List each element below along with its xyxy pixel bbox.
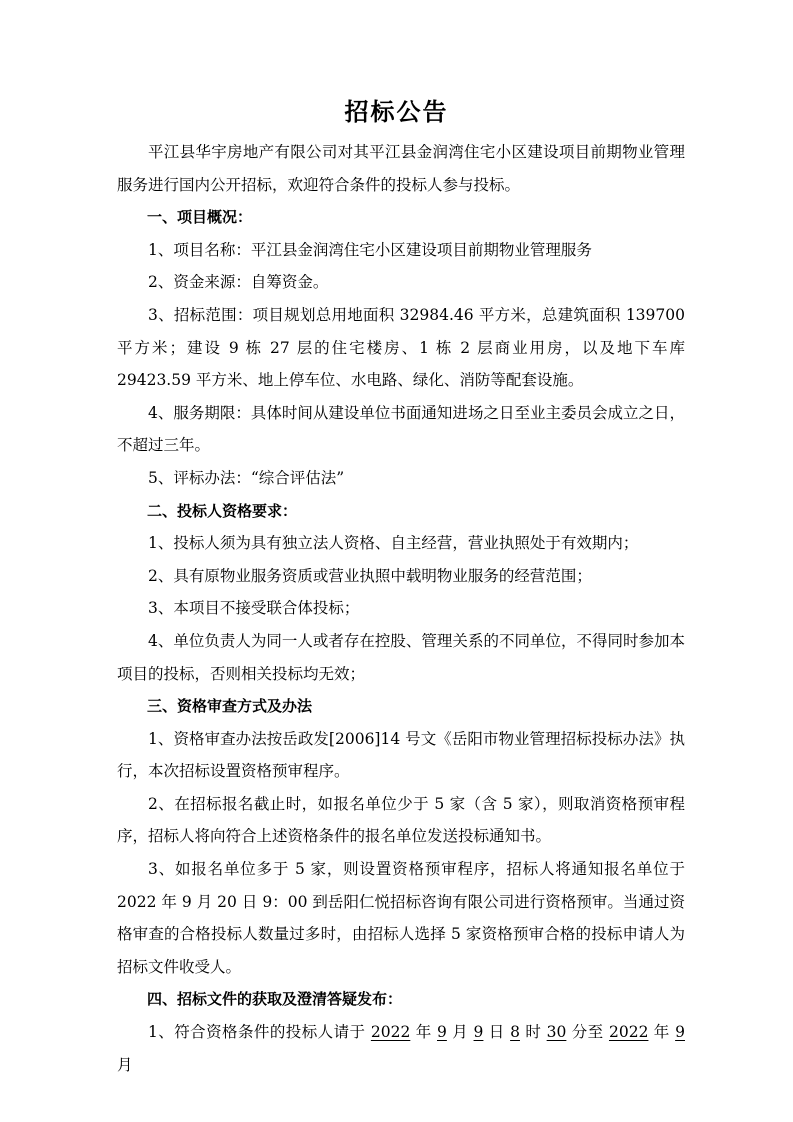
review-item-3: 3、如报名单位多于 5 家，则设置资格预审程序，招标人将通知报名单位于 2022 年 9 月 20 日 9：00 到岳阳仁悦招标咨询有限公司进行资格预审。当通过资格审查的合格投标人数量过多时，由招标人选择 5 家资格预审合格的投标申请人为招标文件收受人。	[117, 860, 685, 976]
start-minute: 30	[546, 1023, 567, 1042]
item-prefix: 1、符合资格条件的投标人请于	[148, 1023, 371, 1042]
bid-scope-item: 3、招标范围：项目规划总用地面积 32984.46 平方米，总建筑面积 139700 平方米；建设 9 栋 27 层的住宅楼房、1 栋 2 层商业用房，以及地下车库 29423.59 平方米、地上停车位、水电路、绿化、消防等配套设施。	[117, 305, 685, 390]
qualification-item-1: 1、投标人须为具有独立法人资格、自主经营，营业执照处于有效期内；	[148, 534, 639, 553]
review-item-2: 2、在招标报名截止时，如报名单位少于 5 家（含 5 家），则取消资格预审程序，招标人将向符合上述资格条件的报名单位发送投标通知书。	[117, 794, 685, 846]
section-heading-project-overview: 一、项目概况：	[147, 208, 253, 227]
review-item-1: 1、资格审查办法按岳政发[2006]14 号文《岳阳市物业管理招标投标办法》执行，本次招标设置资格预审程序。	[117, 729, 685, 781]
month-unit-2: 月	[117, 1055, 133, 1074]
bid-documents-item-1	[117, 1016, 685, 1081]
year-unit-2: 年	[648, 1023, 676, 1042]
qualification-item-2: 2、具有原物业服务资质或营业执照中载明物业服务的经营范围；	[148, 566, 592, 585]
service-period-item: 4、服务期限：具体时间从建设单位书面通知进场之日至业主委员会成立之日，不超过三年。	[117, 403, 685, 455]
hour-unit: 时	[519, 1023, 547, 1042]
evaluation-method-item: 5、评标办法：“综合评估法”	[148, 468, 345, 487]
start-day: 9	[473, 1023, 484, 1042]
project-name-item: 1、项目名称：平江县金润湾住宅小区建设项目前期物业管理服务	[148, 240, 592, 259]
fund-source-item: 2、资金来源：自筹资金。	[148, 273, 329, 292]
end-month: 9	[675, 1023, 685, 1042]
end-year: 2022	[608, 1023, 649, 1042]
section-heading-bidder-qualification: 二、投标人资格要求：	[147, 501, 298, 520]
document-body	[117, 136, 685, 1081]
start-month: 9	[437, 1023, 447, 1042]
minute-unit: 分至	[566, 1023, 609, 1042]
page-title: 招标公告	[344, 98, 449, 126]
section-heading-qualification-review: 三、资格审查方式及办法	[147, 697, 313, 716]
start-hour: 8	[510, 1023, 520, 1042]
section-heading-bid-documents: 四、招标文件的获取及澄清答疑发布：	[147, 990, 403, 1009]
qualification-item-4: 4、单位负责人为同一人或者存在控股、管理关系的不同单位，不得同时参加本项目的投标，否则相关投标均无效；	[117, 631, 685, 683]
year-unit: 年	[410, 1023, 437, 1042]
intro-paragraph: 平江县华宇房地产有限公司对其平江县金润湾住宅小区建设项目前期物业管理服务进行国内公开招标，欢迎符合条件的投标人参与投标。	[117, 143, 685, 194]
month-unit: 月	[446, 1023, 474, 1042]
day-unit: 日	[483, 1023, 511, 1042]
start-year: 2022	[370, 1023, 411, 1042]
qualification-item-3: 3、本项目不接受联合体投标；	[148, 599, 360, 618]
